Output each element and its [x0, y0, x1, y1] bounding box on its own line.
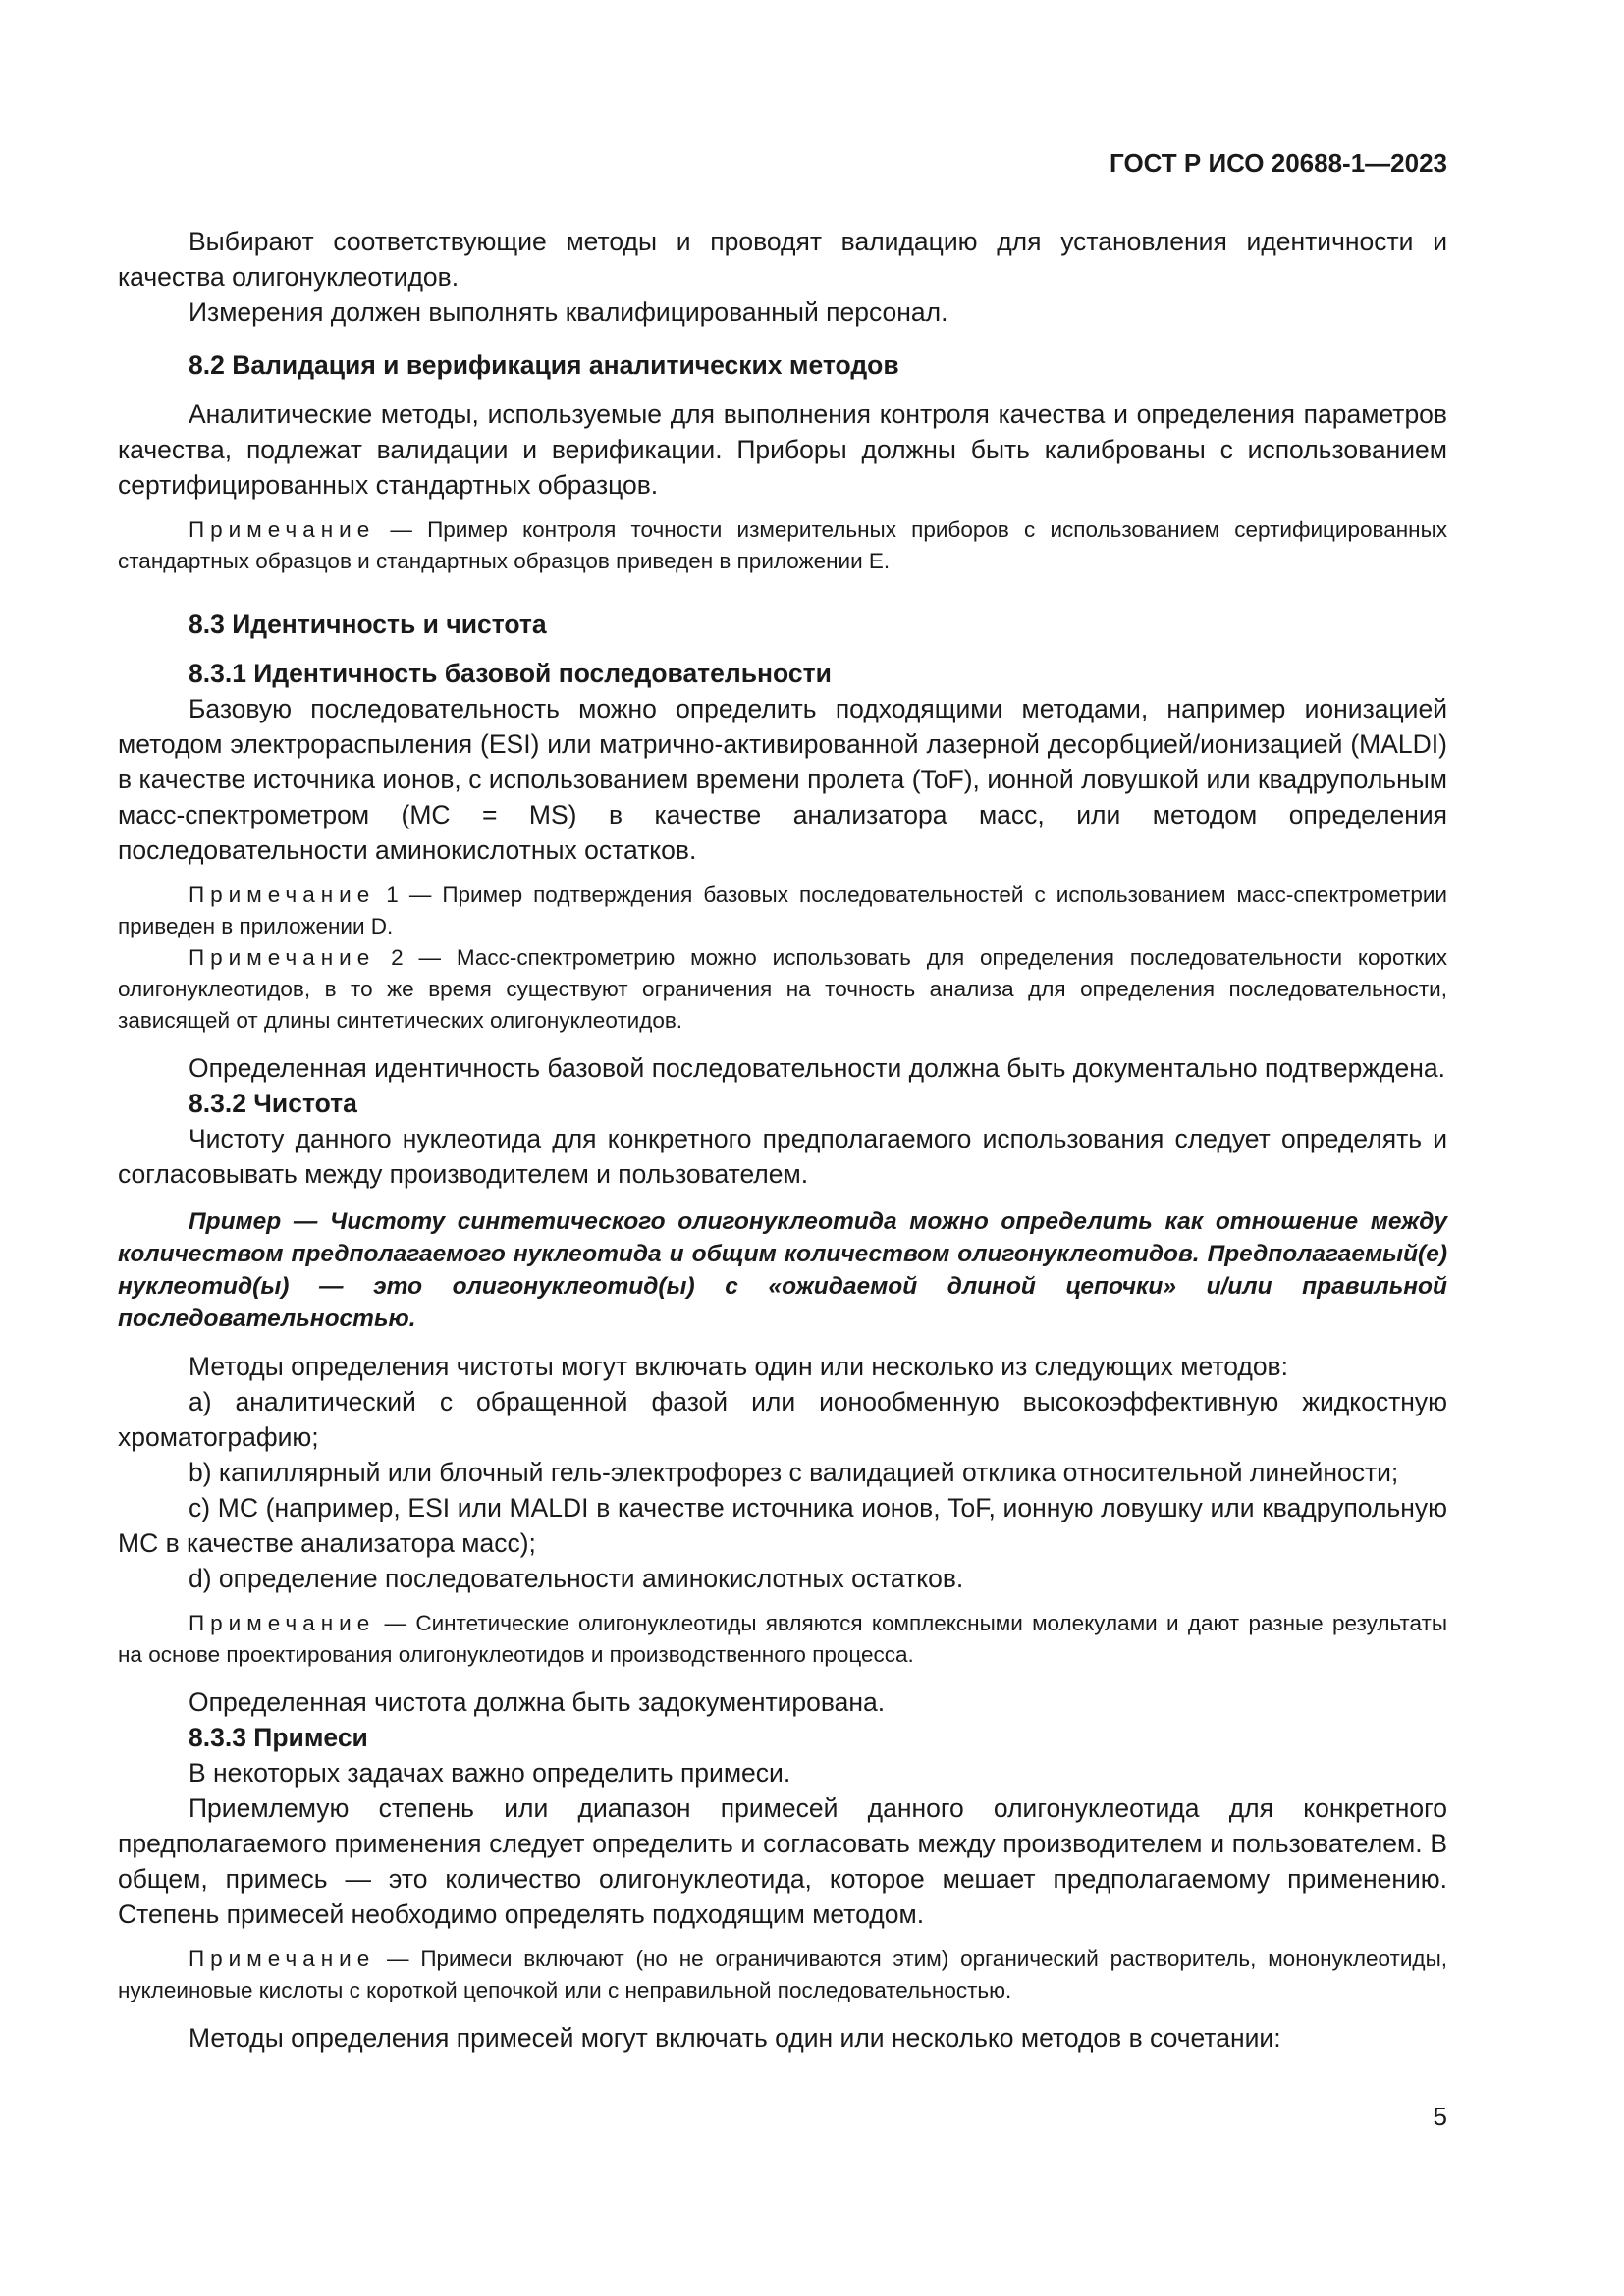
note-text: — Пример контроля точности измерительных приборов с использованием сертифицированных стандартных образцов и стандартных образцов приведен в приложении Е.	[118, 517, 1447, 573]
section-heading-8-2: 8.2 Валидация и верификация аналитических методов	[189, 350, 899, 380]
page-number: 5	[1433, 2102, 1447, 2131]
paragraph: Определенная идентичность базовой последовательности должна быть документально подтверждена.	[189, 1053, 1445, 1083]
paragraph: В некоторых задачах важно определить примеси.	[189, 1758, 791, 1788]
paragraph: Приемлемую степень или диапазон примесей данного олигонуклеотида для конкретного предполагаемого применения следует определить и согласовать между производителем и пользователем. В общем, примесь — это количество олигонуклеотида, которое мешает предполагаемому применению. Степень примесей необходимо определять подходящим методом.	[118, 1793, 1447, 1929]
list-item: b) капиллярный или блочный гель-электрофорез с валидацией отклика относительной линейности;	[189, 1458, 1399, 1487]
note	[118, 1944, 1447, 2006]
section-heading-8-3-2: 8.3.2 Чистота	[189, 1089, 357, 1118]
note-label: Примечание	[189, 882, 376, 907]
list-item: c) MC (например, ESI или MALDI в качестве источника ионов, ToF, ионную ловушку или квадрупольную MC в качестве анализатора масс);	[118, 1493, 1447, 1558]
note	[118, 1608, 1447, 1671]
note-text: 1 — Пример подтверждения базовых последовательностей с использованием масс-спектрометрии приведен в приложении D.	[118, 882, 1447, 938]
list-item: d) определение последовательности аминокислотных остатков.	[189, 1564, 964, 1593]
paragraph: Измерения должен выполнять квалифицированный персонал.	[189, 297, 948, 327]
example-block: Пример — Чистоту синтетического олигонуклеотида можно определить как отношение между количеством предполагаемого нуклеотида и общим количеством олигонуклеотидов. Предполагаемый(е) нуклеотид(ы) — это олигонуклеотид(ы) с «ожидаемой длиной цепочки» и/или правильной последовательностью.	[118, 1208, 1447, 1332]
paragraph: Чистоту данного нуклеотида для конкретного предполагаемого использования следует определять и согласовывать между производителем и пользователем.	[118, 1124, 1447, 1189]
section-heading-8-3-1: 8.3.1 Идентичность базовой последовательности	[189, 659, 832, 688]
paragraph: Аналитические методы, используемые для выполнения контроля качества и определения параметров качества, подлежат валидации и верификации. Приборы должны быть калиброваны с использованием сертифицированных стандартных образцов.	[118, 400, 1447, 500]
note	[118, 942, 1447, 1037]
note-text: 2 — Масс-спектрометрию можно использовать для определения последовательности коротких олигонуклеотидов, в то же время существуют ограничения на точность анализа для определения последовательности, зависящей от длины синтетических олигонуклеотидов.	[118, 945, 1447, 1033]
document-body	[118, 224, 1447, 2056]
note-text: — Синтетические олигонуклеотиды являются комплексными молекулами и дают разные результаты на основе проектирования олигонуклеотидов и производственного процесса.	[118, 1611, 1447, 1667]
note-text: — Примеси включают (но не ограничиваются этим) органический растворитель, мононуклеотиды, нуклеиновые кислоты с короткой цепочкой или с неправильной последовательностью.	[118, 1947, 1447, 2002]
list-item: a) аналитический с обращенной фазой или ионообменную высокоэффективную жидкостную хроматографию;	[118, 1387, 1447, 1452]
paragraph: Определенная чистота должна быть задокументирована.	[189, 1687, 886, 1717]
note	[118, 514, 1447, 577]
section-heading-8-3: 8.3 Идентичность и чистота	[189, 610, 547, 639]
note-label: Примечание	[189, 1611, 376, 1635]
section-heading-8-3-3: 8.3.3 Примеси	[189, 1723, 368, 1752]
note-label: Примечание	[189, 517, 376, 542]
document-id-header: ГОСТ Р ИСО 20688-1—2023	[1110, 148, 1447, 178]
paragraph: Выбирают соответствующие методы и проводят валидацию для установления идентичности и качества олигонуклеотидов.	[118, 227, 1447, 292]
paragraph: Базовую последовательность можно определить подходящими методами, например ионизацией методом электрораспыления (ESI) или матрично-активированной лазерной десорбцией/ионизацией (MALDI) в качестве источника ионов, с использованием времени пролета (ToF), ионной ловушкой или квадрупольным масс-спектрометром (MC = MS) в качестве анализатора масс, или методом определения последовательности аминокислотных остатков.	[118, 694, 1447, 865]
note-label: Примечание	[189, 945, 376, 970]
note-label: Примечание	[189, 1947, 376, 1971]
note	[118, 880, 1447, 942]
paragraph: Методы определения примесей могут включать один или несколько методов в сочетании:	[189, 2023, 1281, 2053]
paragraph: Методы определения чистоты могут включать один или несколько из следующих методов:	[189, 1352, 1289, 1381]
